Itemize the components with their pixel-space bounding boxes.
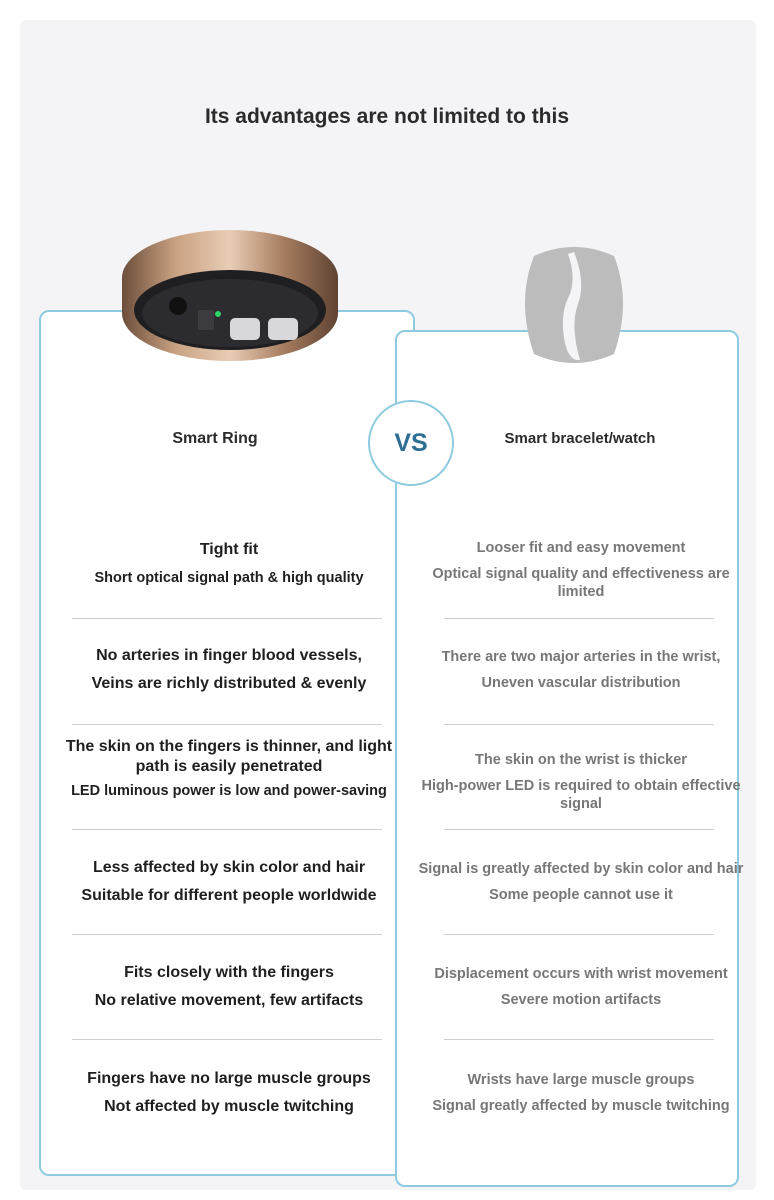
- divider: [444, 1039, 714, 1040]
- divider: [444, 829, 714, 830]
- watch-point-4-title: Signal is greatly affected by skin color and hair: [418, 861, 744, 877]
- ring-point-1-detail: Short optical signal path & high quality: [94, 570, 364, 586]
- divider: [444, 618, 714, 619]
- watch-point-5-title: Displacement occurs with wrist movement: [434, 966, 728, 982]
- ring-point-1-title: Tight fit: [199, 541, 259, 558]
- watch-point-3: [410, 742, 752, 822]
- watch-point-3-detail: High-power LED is required to obtain effective signal: [421, 778, 741, 812]
- smart-watch-title: Smart bracelet/watch: [504, 430, 656, 447]
- ring-point-4-title: Less affected by skin color and hair: [92, 859, 366, 876]
- watch-point-3-title: The skin on the wrist is thicker: [475, 752, 687, 768]
- watch-point-6: [410, 1059, 752, 1127]
- watch-point-4-detail: Some people cannot use it: [489, 887, 673, 903]
- ring-point-3: [50, 734, 408, 808]
- smart-ring-image: [118, 218, 348, 368]
- divider: [444, 724, 714, 725]
- ring-point-3-title: The skin on the fingers is thinner, and light path is easily penetrated: [65, 738, 393, 775]
- watch-point-5: [410, 953, 752, 1021]
- smart-watch-icon: [516, 242, 632, 368]
- watch-point-2-detail: Uneven vascular distribution: [481, 675, 681, 691]
- ring-point-1: [50, 530, 408, 598]
- watch-point-6-title: Wrists have large muscle groups: [467, 1072, 695, 1088]
- ring-point-4-detail: Suitable for different people worldwide: [81, 887, 377, 904]
- divider: [72, 1039, 382, 1040]
- ring-point-5: [50, 953, 408, 1021]
- ring-point-6-title: Fingers have no large muscle groups: [87, 1070, 371, 1087]
- watch-point-1-detail: Optical signal quality and effectiveness are limited: [432, 566, 730, 600]
- watch-point-6-detail: Signal greatly affected by muscle twitching: [432, 1098, 730, 1114]
- ring-point-2-title: No arteries in finger blood vessels,: [96, 647, 362, 664]
- page-heading: Its advantages are not limited to this: [204, 105, 570, 128]
- watch-point-5-detail: Severe motion artifacts: [500, 992, 662, 1008]
- ring-point-4: [50, 848, 408, 916]
- watch-point-1: [410, 530, 752, 610]
- divider: [444, 934, 714, 935]
- ring-point-6: [50, 1059, 408, 1127]
- watch-point-2-title: There are two major arteries in the wrist,: [441, 649, 721, 665]
- ring-point-2-detail: Veins are richly distributed & evenly: [91, 675, 367, 692]
- ring-point-6-detail: Not affected by muscle twitching: [104, 1098, 354, 1115]
- ring-point-2: [50, 636, 408, 704]
- divider: [72, 829, 382, 830]
- divider: [72, 618, 382, 619]
- ring-point-5-detail: No relative movement, few artifacts: [94, 992, 364, 1009]
- divider: [72, 724, 382, 725]
- smart-ring-title: Smart Ring: [172, 430, 258, 447]
- divider: [72, 934, 382, 935]
- vs-badge: VS: [368, 400, 454, 486]
- watch-point-1-title: Looser fit and easy movement: [476, 540, 686, 556]
- ring-point-5-title: Fits closely with the fingers: [124, 964, 334, 981]
- ring-point-3-detail: LED luminous power is low and power-saving: [71, 783, 387, 799]
- watch-point-4: [410, 848, 752, 916]
- watch-point-2: [410, 636, 752, 704]
